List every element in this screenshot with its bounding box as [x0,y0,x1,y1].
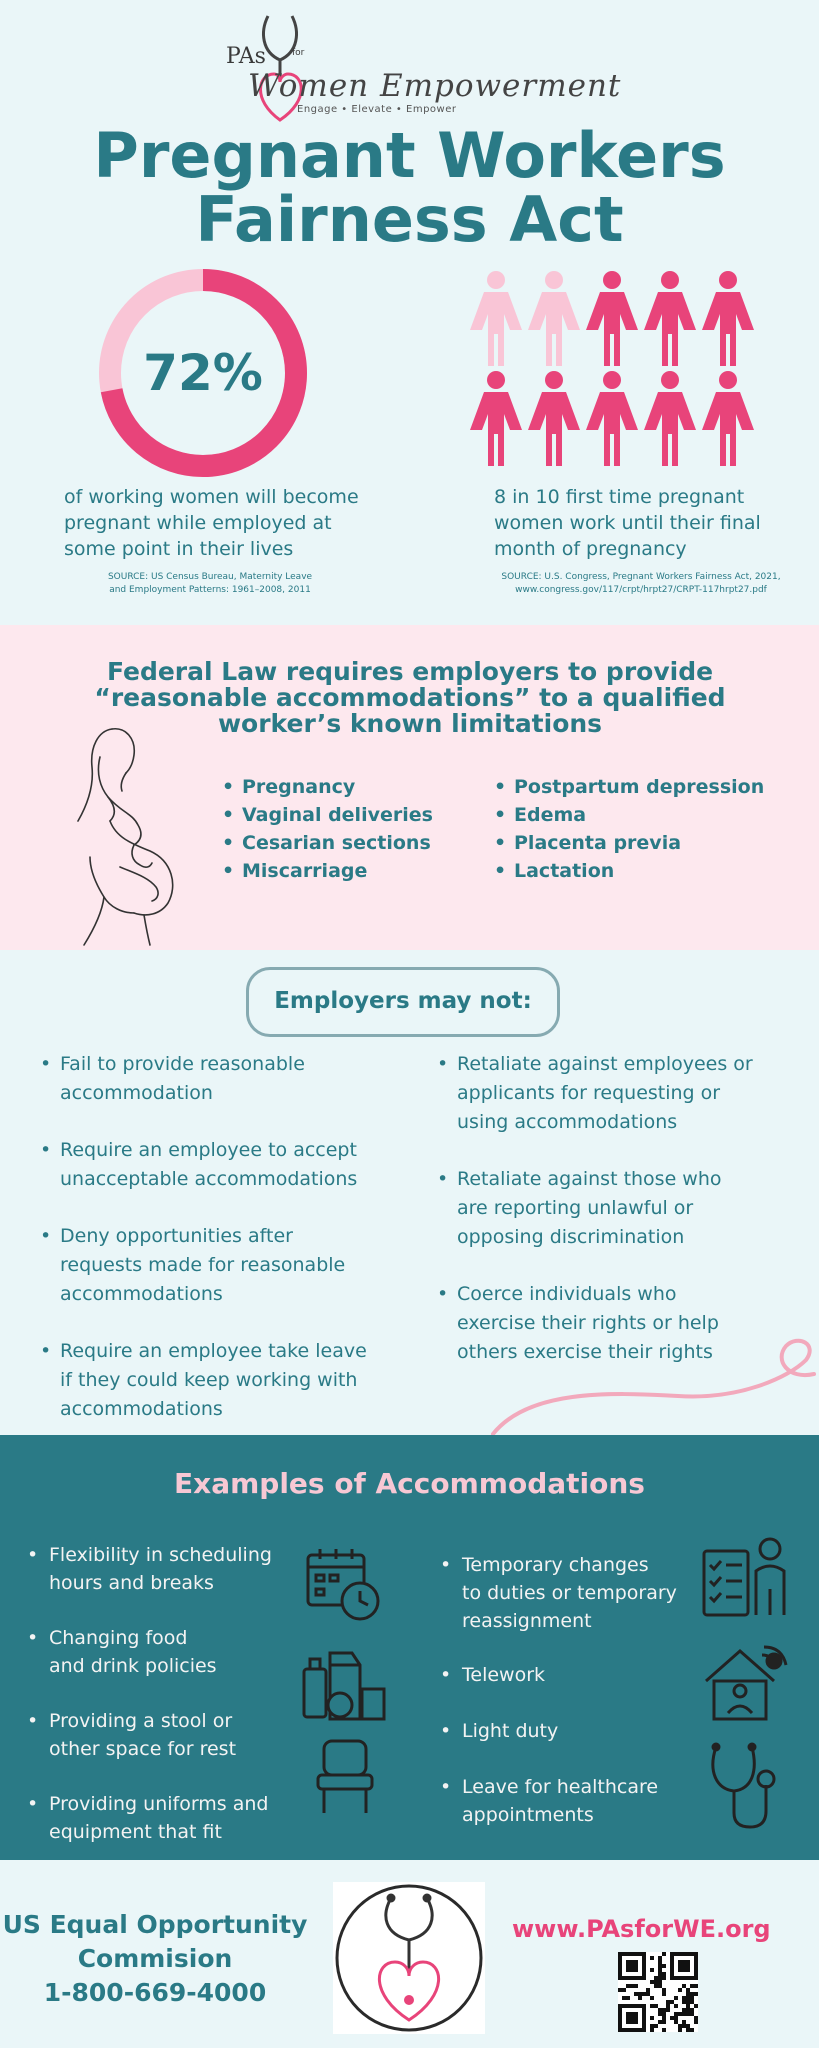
list-item-line: • Require an employee to accept [60,1139,357,1161]
condition-list-left [222,773,433,885]
example-item-line: reassignment [462,1610,592,1632]
example-item-line: appointments [462,1804,594,1826]
woman-figure-icon [586,271,638,366]
source-left-line: SOURCE: US Census Bureau, Maternity Leave [107,572,313,582]
food-drink-icon [300,1643,390,1725]
stat-left-line: of working women will become [64,486,359,508]
website-link[interactable]: www.PAsforWE.org [512,1915,771,1943]
stat-left-text [64,484,359,562]
example-item-line: • Leave for healthcare [462,1776,659,1798]
list-item-line: requests made for reasonable [60,1254,346,1276]
list-item-line: exercise their rights or help [457,1312,719,1334]
example-item [27,1790,269,1846]
list-item-line: • Retaliate against employees or [457,1053,753,1075]
list-item: • Cesarian sections [222,829,433,857]
stethoscope-heart-logo-icon [333,1882,485,2034]
list-item-line: accommodations [60,1398,223,1420]
federal-title-line: “reasonable accommodations” to a qualified [94,683,726,712]
list-item: • Edema [494,801,764,829]
ribbon-swirl-decoration [488,1330,819,1435]
pregnant-woman-illustration-icon [60,717,190,947]
donut-percent-label: 72% [143,344,263,402]
list-item-line: • Require an employee take leave [60,1340,367,1362]
example-item-line: and drink policies [49,1655,217,1677]
eeoc-name-line2: Commision [77,1944,233,1973]
checklist-person-icon [700,1535,790,1621]
federal-title-line: Federal Law requires employers to provide [106,657,714,686]
example-item-line: • Light duty [462,1720,559,1742]
eeoc-name-line1: US Equal Opportunity [2,1910,308,1939]
woman-figure-icon [702,271,754,366]
list-item [40,1050,400,1108]
federal-title-line: worker’s known limitations [217,709,603,738]
source-right-line: SOURCE: U.S. Congress, Pregnant Workers Fairness Act, 2021, [501,572,781,582]
example-item-line: other space for rest [49,1738,237,1760]
example-item [27,1624,217,1680]
woman-figure-icon [470,271,522,366]
example-item-line: • Telework [462,1664,546,1686]
list-item: • Postpartum depression [494,773,764,801]
logo-for-text: for [292,48,305,58]
example-item [440,1551,677,1635]
may-not-list-left [40,1050,400,1452]
women-pictogram [470,270,760,466]
list-item [40,1337,400,1424]
list-item-line: • Coerce individuals who [457,1283,677,1305]
example-item-line: • Changing food [49,1627,188,1649]
example-item [27,1707,236,1763]
source-left-line: and Employment Patterns: 1961–2008, 2011 [109,585,311,595]
list-item-line: using accommodations [457,1111,678,1133]
source-left [70,571,350,597]
example-item-line: to duties or temporary [462,1582,677,1604]
stethoscope-icon [706,1741,786,1831]
footer-section [0,1860,819,2048]
stat-right-text [494,484,761,562]
list-item [437,1050,797,1137]
stat-left-line: some point in their lives [64,538,294,560]
woman-figure-icon [644,371,696,466]
condition-list-right [494,773,764,885]
list-item-line: applicants for requesting or [457,1082,721,1104]
list-item: • Placenta previa [494,829,764,857]
stat-right-line: women work until their final [494,512,761,534]
stat-left-line: pregnant while employed at [64,512,332,534]
list-item: • Lactation [494,857,764,885]
woman-figure-icon [586,371,638,466]
page-title-line1: Pregnant Workers [93,119,726,192]
list-item [437,1165,797,1252]
list-item: • Miscarriage [222,857,433,885]
list-item-line: accommodation [60,1082,213,1104]
eeoc-phone: 1-800-669-4000 [43,1978,267,2007]
stat-right-line: month of pregnancy [494,538,687,560]
list-item [40,1222,400,1309]
example-item-line: equipment that fit [49,1821,222,1843]
example-item [440,1717,558,1745]
calendar-clock-icon [304,1545,384,1625]
woman-figure-icon [702,371,754,466]
example-item [440,1773,658,1829]
logo-script-text: Women Empowerment [248,68,622,104]
example-item [27,1541,272,1597]
employers-may-not-title: Employers may not: [246,967,560,1037]
federal-law-section [0,625,819,950]
source-right-line: www.congress.gov/117/crpt/hrpt27/CRPT-117hrpt27.pdf [515,585,767,595]
house-wifi-icon [700,1641,790,1723]
list-item-line: if they could keep working with [60,1369,358,1391]
woman-figure-icon [528,371,580,466]
list-item-line: are reporting unlawful or [457,1197,694,1219]
qr-code-icon[interactable] [618,1952,698,2032]
page-title-line2: Fairness Act [195,183,624,256]
list-item-line: unacceptable accommodations [60,1168,358,1190]
list-item-line: opposing discrimination [457,1226,685,1248]
example-item-line: • Temporary changes [462,1554,649,1576]
logo-tagline: Engage • Elevate • Empower [297,104,457,115]
chair-icon [310,1735,380,1817]
example-item-line: hours and breaks [49,1572,214,1594]
list-item [40,1136,400,1194]
percent-donut-chart [95,265,311,481]
logo-pas-text: PAs [226,44,266,69]
list-item-line: • Retaliate against those who [457,1168,722,1190]
woman-figure-icon [644,271,696,366]
list-item-line: • Fail to provide reasonable [60,1053,305,1075]
examples-title: Examples of Accommodations [174,1467,645,1500]
example-item-line: • Providing a stool or [49,1710,233,1732]
example-item-line: • Flexibility in scheduling [49,1544,272,1566]
list-item-line: accommodations [60,1283,223,1305]
list-item-line: • Deny opportunities after [60,1225,293,1247]
source-right [476,571,806,597]
woman-figure-icon [470,371,522,466]
header-section [0,0,819,625]
footer-logo [333,1882,485,2034]
examples-section [0,1435,819,1860]
list-item-line: others exercise their rights [457,1341,713,1363]
example-item [440,1661,545,1689]
stat-right-line: 8 in 10 first time pregnant [494,486,745,508]
employers-may-not-section [0,950,819,1435]
example-item-line: • Providing uniforms and [49,1793,269,1815]
list-item: • Pregnancy [222,773,433,801]
list-item: • Vaginal deliveries [222,801,433,829]
woman-figure-icon [528,271,580,366]
